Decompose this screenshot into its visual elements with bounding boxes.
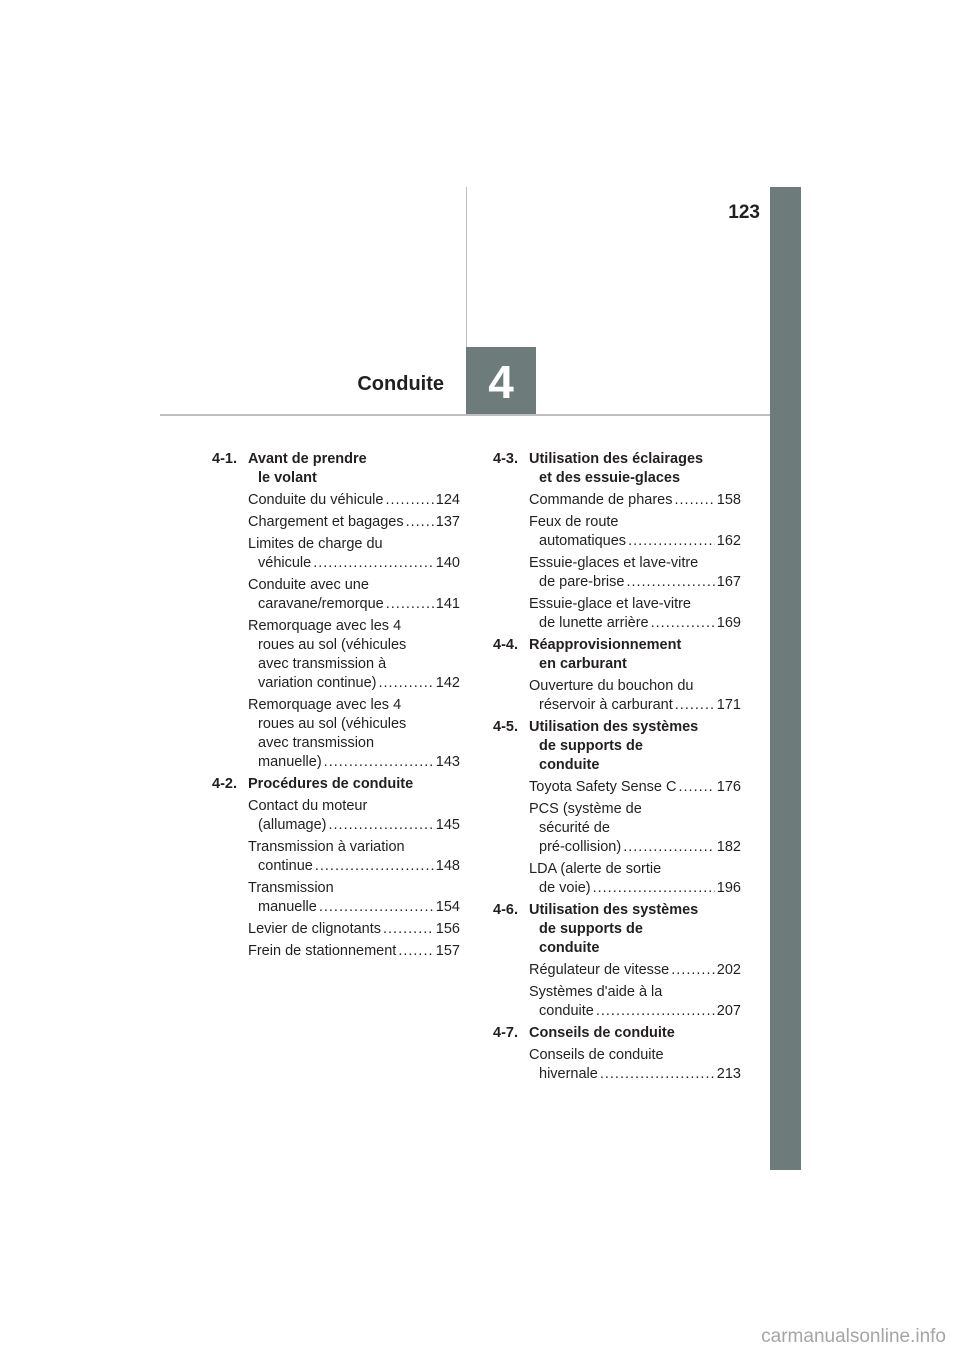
section-number: 4-4. (493, 637, 518, 653)
entry-text-line: automatiques (539, 533, 627, 549)
entry-text-line: Feux de route (529, 514, 619, 530)
entry-text-line: Chargement et bagages (248, 514, 404, 530)
entry-text-line: (allumage) (258, 817, 327, 833)
entry-text-line: manuelle) (258, 754, 322, 770)
section-heading (493, 901, 741, 958)
entry-page-number[interactable]: 143 (435, 754, 460, 770)
chapter-number: 4 (488, 356, 514, 408)
toc-entry[interactable] (529, 800, 741, 857)
entry-page-number[interactable]: 182 (716, 839, 741, 855)
section-title-line: de supports de (539, 738, 643, 754)
section-title-line: Avant de prendre (248, 451, 367, 467)
dot-leader (651, 614, 715, 633)
entry-line-with-page (529, 696, 741, 715)
entry-line-with-page (529, 573, 741, 592)
entry-text-line: Limites de charge du (248, 536, 383, 552)
dot-leader (679, 778, 715, 797)
section-number: 4-6. (493, 902, 518, 918)
entry-text-line: roues au sol (véhicules (258, 716, 407, 732)
entry-line-with-page (248, 857, 460, 876)
section-heading (493, 636, 741, 674)
section-title-line: Conseils de conduite (529, 1025, 675, 1041)
entry-text-line: Contact du moteur (248, 798, 368, 814)
header-vertical-rule (466, 187, 467, 347)
section-title-line: et des essuie-glaces (539, 470, 681, 486)
dot-leader (379, 674, 434, 693)
toc-entry[interactable] (248, 879, 460, 917)
entry-line-with-page (248, 513, 460, 532)
section-title-line: Procédures de conduite (248, 776, 414, 792)
toc-entry[interactable] (529, 961, 741, 980)
entry-page-number[interactable]: 124 (435, 492, 460, 508)
dot-leader (671, 961, 715, 980)
section-heading (493, 1024, 741, 1043)
entry-text-line: Systèmes d'aide à la (529, 984, 663, 1000)
toc-entry[interactable] (529, 491, 741, 510)
dot-leader (593, 879, 715, 898)
section-heading (212, 450, 460, 488)
entry-page-number[interactable]: 154 (435, 899, 460, 915)
entry-line-with-page (529, 614, 741, 633)
header-horizontal-rule (160, 414, 770, 416)
toc-section (493, 450, 741, 633)
dot-leader (674, 491, 714, 510)
section-title (529, 901, 741, 958)
section-title-line: Réapprovisionnement (529, 637, 682, 653)
entry-line-with-page (248, 753, 460, 772)
entry-page-number[interactable]: 140 (435, 555, 460, 571)
section-title (529, 1024, 741, 1043)
dot-leader (406, 513, 434, 532)
entry-text-line: conduite (539, 1003, 594, 1019)
entry-line-with-page (248, 595, 460, 614)
toc-entry[interactable] (529, 1046, 741, 1084)
toc-entry[interactable] (529, 595, 741, 633)
entry-text-line: Frein de stationnement (248, 943, 397, 959)
entry-page-number[interactable]: 176 (716, 779, 741, 795)
dot-leader (319, 898, 434, 917)
section-heading (493, 718, 741, 775)
entry-text-line: Levier de clignotants (248, 921, 381, 937)
entry-line-with-page (248, 942, 460, 961)
entry-text-line: LDA (alerte de sortie (529, 861, 662, 877)
toc-entry[interactable] (248, 942, 460, 961)
entry-line-with-page (529, 491, 741, 510)
entry-text-line: Remorquage avec les 4 (248, 697, 402, 713)
toc-entry[interactable] (248, 797, 460, 835)
entry-line-with-page (248, 674, 460, 693)
entry-page-number[interactable]: 156 (435, 921, 460, 937)
entry-text-line: hivernale (539, 1066, 598, 1082)
toc-entry[interactable] (529, 983, 741, 1021)
entry-text-line: pré-collision) (539, 839, 622, 855)
entry-text-line: sécurité de (539, 820, 610, 836)
section-title-line: le volant (258, 470, 317, 486)
toc-entry[interactable] (248, 535, 460, 573)
toc-section (493, 901, 741, 1021)
section-title (529, 718, 741, 775)
dot-leader (398, 942, 433, 961)
entry-page-number[interactable]: 207 (716, 1003, 741, 1019)
entry-line-with-page (529, 961, 741, 980)
section-title-line: Utilisation des systèmes (529, 719, 699, 735)
entry-text-line: Conduite avec une (248, 577, 369, 593)
toc-section (212, 450, 460, 772)
toc-section (493, 636, 741, 715)
toc-entry[interactable] (529, 860, 741, 898)
section-number: 4-5. (493, 719, 518, 735)
entry-page-number[interactable]: 157 (435, 943, 460, 959)
toc-section (493, 1024, 741, 1084)
entry-text-line: véhicule (258, 555, 312, 571)
entry-text-line: réservoir à carburant (539, 697, 673, 713)
toc-entry[interactable] (529, 513, 741, 551)
section-title (248, 775, 460, 794)
entry-line-with-page (248, 898, 460, 917)
toc-entry[interactable] (248, 513, 460, 532)
entry-text-line: variation continue) (258, 675, 377, 691)
entry-page-number[interactable]: 171 (716, 697, 741, 713)
entry-text-line: Essuie-glace et lave-vitre (529, 596, 691, 612)
entry-line-with-page (529, 838, 741, 857)
section-title (529, 450, 741, 488)
entry-line-with-page (529, 1065, 741, 1084)
entry-line-with-page (248, 554, 460, 573)
dot-leader (626, 573, 714, 592)
entry-text-line: de pare-brise (539, 574, 625, 590)
section-number: 4-3. (493, 451, 518, 467)
dot-leader (600, 1065, 715, 1084)
entry-line-with-page (248, 816, 460, 835)
entry-page-number[interactable]: 137 (435, 514, 460, 530)
section-title-line: Utilisation des systèmes (529, 902, 699, 918)
entry-page-number[interactable]: 148 (435, 858, 460, 874)
section-title (529, 636, 741, 674)
entry-page-number[interactable]: 213 (716, 1066, 741, 1082)
entry-text-line: manuelle (258, 899, 317, 915)
toc-right-column (493, 450, 741, 1087)
entry-line-with-page (529, 1002, 741, 1021)
toc-entry[interactable] (248, 838, 460, 876)
entry-line-with-page (529, 879, 741, 898)
section-title-line: Utilisation des éclairages (529, 451, 704, 467)
dot-leader (313, 554, 434, 573)
entry-text-line: Régulateur de vitesse (529, 962, 670, 978)
entry-text-line: avec transmission à (258, 656, 387, 672)
section-title-line: de supports de (539, 921, 643, 937)
dot-leader (329, 816, 434, 835)
entry-text-line: caravane/remorque (258, 596, 384, 612)
entry-text-line: de lunette arrière (539, 615, 649, 631)
toc-left-column (212, 450, 460, 964)
watermark: carmanualsonline.info (761, 1326, 946, 1347)
dot-leader (385, 491, 433, 510)
entry-text-line: Transmission à variation (248, 839, 405, 855)
entry-page-number[interactable]: 196 (716, 880, 741, 896)
entry-text-line: Ouverture du bouchon du (529, 678, 694, 694)
section-title-line: en carburant (539, 656, 627, 672)
entry-line-with-page (248, 491, 460, 510)
dot-leader (324, 753, 434, 772)
page-number: 123 (728, 202, 760, 223)
entry-text-line: roues au sol (véhicules (258, 637, 407, 653)
entry-text-line: Commande de phares (529, 492, 673, 508)
dot-leader (675, 696, 715, 715)
entry-text-line: Essuie-glaces et lave-vitre (529, 555, 699, 571)
section-title-line: conduite (539, 940, 600, 956)
entry-text-line: PCS (système de (529, 801, 642, 817)
dot-leader (596, 1002, 715, 1021)
section-title-line: conduite (539, 757, 600, 773)
toc-entry[interactable] (248, 491, 460, 510)
entry-text-line: Remorquage avec les 4 (248, 618, 402, 634)
entry-text-line: Transmission (248, 880, 334, 896)
entry-page-number[interactable]: 142 (435, 675, 460, 691)
entry-text-line: Conseils de conduite (529, 1047, 664, 1063)
entry-text-line: Conduite du véhicule (248, 492, 384, 508)
entry-page-number[interactable]: 169 (716, 615, 741, 631)
section-heading (212, 775, 460, 794)
section-number: 4-2. (212, 776, 237, 792)
entry-page-number[interactable]: 158 (716, 492, 741, 508)
entry-page-number[interactable]: 145 (435, 817, 460, 833)
section-title (248, 450, 460, 488)
dot-leader (628, 532, 715, 551)
toc-entry[interactable] (529, 554, 741, 592)
entry-line-with-page (529, 532, 741, 551)
entry-page-number[interactable]: 162 (716, 533, 741, 549)
toc-entry[interactable] (248, 617, 460, 693)
dot-leader (315, 857, 434, 876)
chapter-number-box (466, 347, 536, 414)
dot-leader (386, 595, 434, 614)
entry-page-number[interactable]: 167 (716, 574, 741, 590)
dot-leader (623, 838, 715, 857)
section-number: 4-1. (212, 451, 237, 467)
toc-section (493, 718, 741, 898)
entry-text-line: Toyota Safety Sense C (529, 779, 677, 795)
toc-entry[interactable] (529, 677, 741, 715)
entry-text-line: continue (258, 858, 313, 874)
chapter-title: Conduite (357, 373, 444, 395)
entry-line-with-page (248, 920, 460, 939)
toc-section (212, 775, 460, 961)
entry-text-line: de voie) (539, 880, 591, 896)
entry-page-number[interactable]: 202 (716, 962, 741, 978)
toc-entry[interactable] (529, 778, 741, 797)
entry-line-with-page (529, 778, 741, 797)
toc-entry[interactable] (248, 576, 460, 614)
chapter-side-tab (770, 187, 801, 1170)
dot-leader (383, 920, 434, 939)
toc-entry[interactable] (248, 920, 460, 939)
section-number: 4-7. (493, 1025, 518, 1041)
section-heading (493, 450, 741, 488)
toc-entry[interactable] (248, 696, 460, 772)
entry-text-line: avec transmission (258, 735, 375, 751)
entry-page-number[interactable]: 141 (435, 596, 460, 612)
